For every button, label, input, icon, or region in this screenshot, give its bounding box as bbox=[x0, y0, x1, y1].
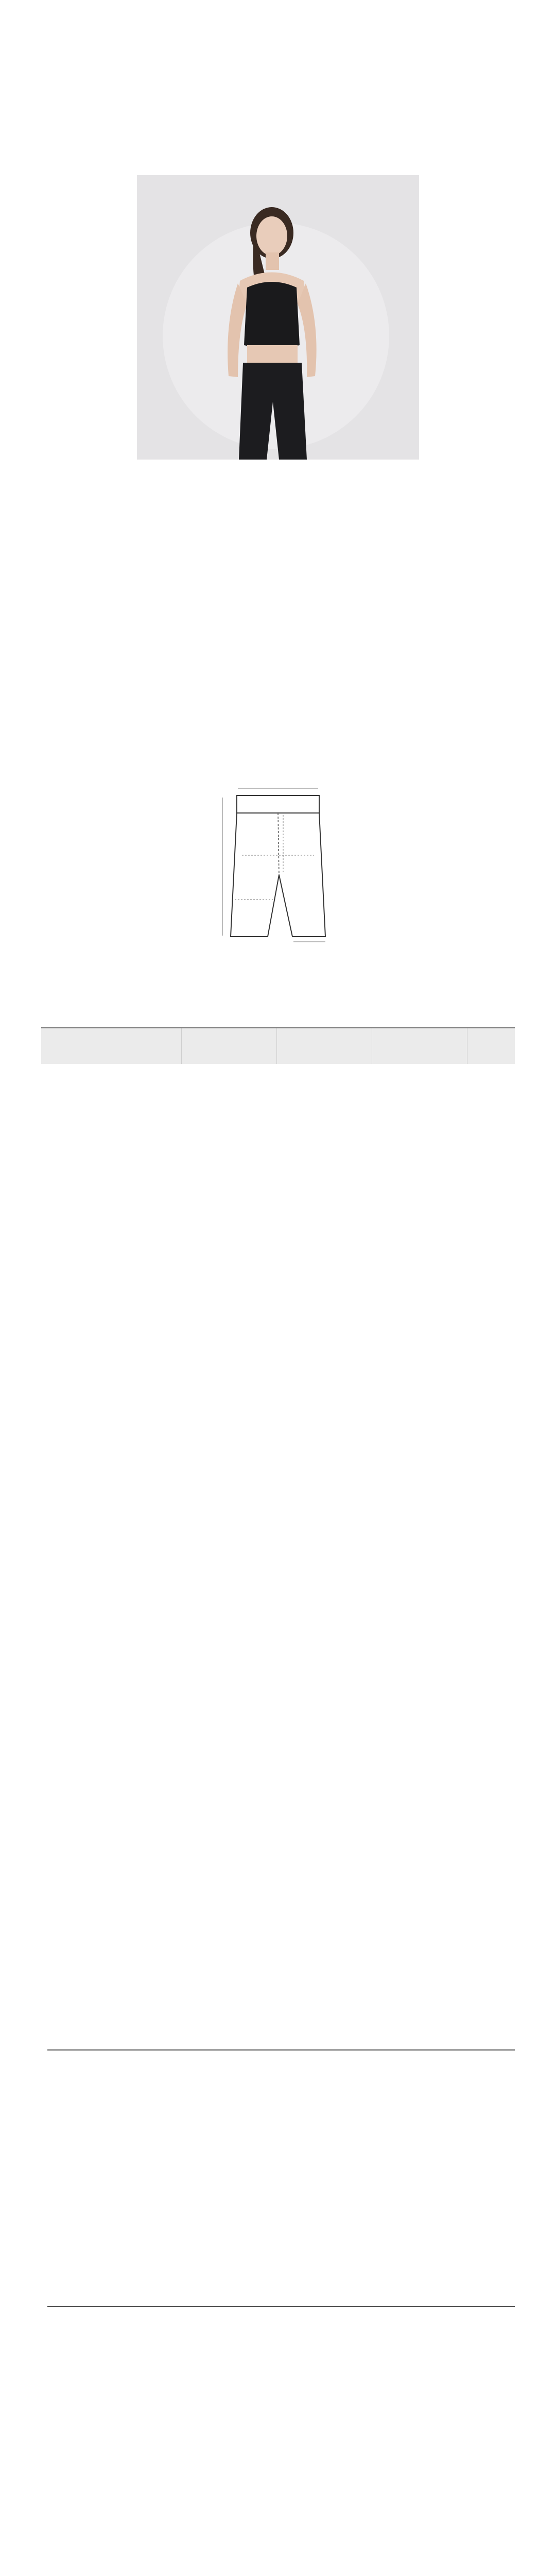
model-figure bbox=[137, 175, 419, 460]
header-cell bbox=[372, 1028, 467, 1064]
model-photo bbox=[137, 175, 419, 460]
washing-divider bbox=[47, 2049, 515, 2050]
product-info-divider bbox=[47, 2306, 515, 2307]
header-cell bbox=[467, 1028, 515, 1064]
header-cell bbox=[41, 1028, 181, 1064]
shorts-outline-svg bbox=[196, 777, 360, 962]
shorts-diagram bbox=[196, 777, 360, 962]
header-cell bbox=[276, 1028, 372, 1064]
size-table bbox=[41, 1027, 515, 1064]
size-table-header bbox=[41, 1028, 515, 1064]
header-cell bbox=[181, 1028, 276, 1064]
